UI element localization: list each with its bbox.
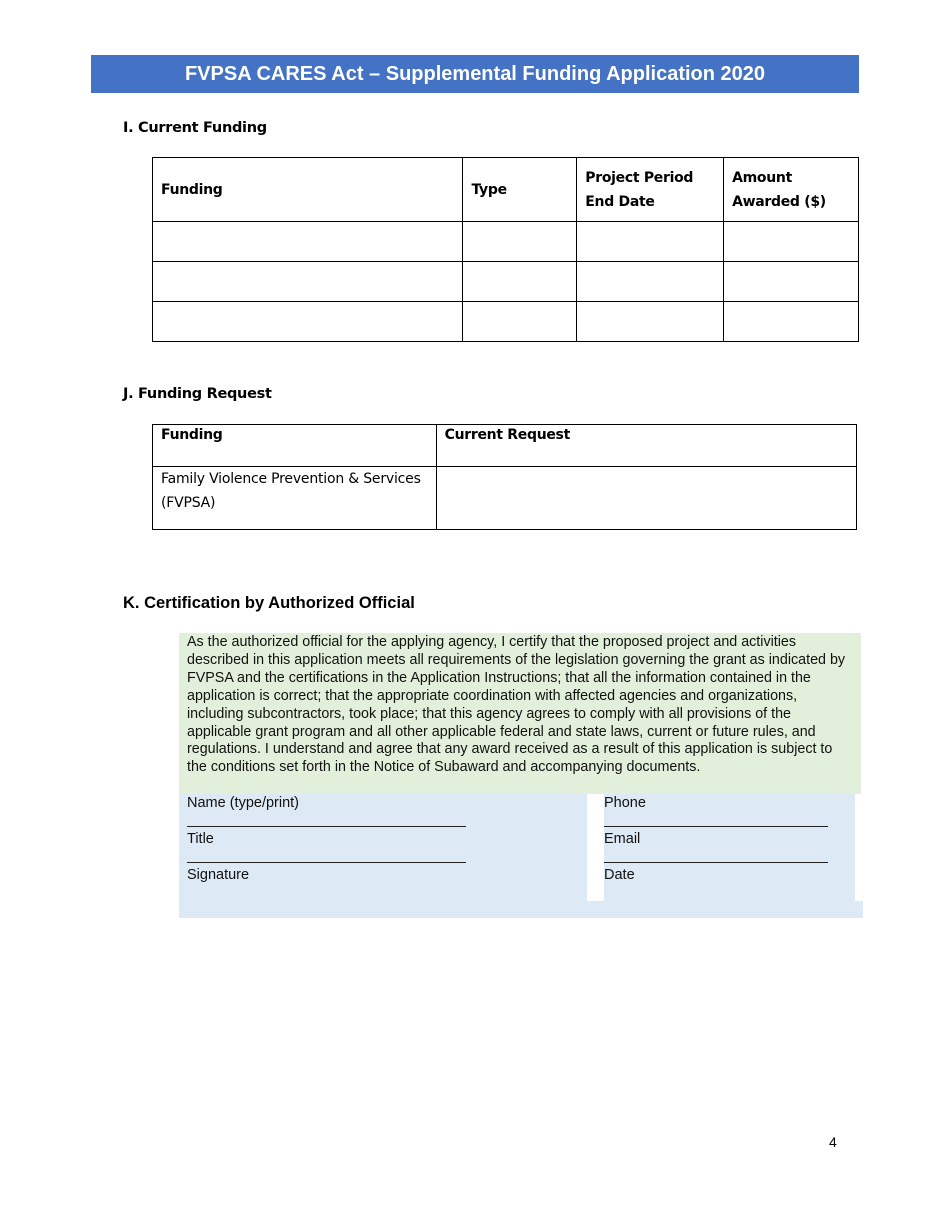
table-row bbox=[153, 467, 857, 530]
table-header-row bbox=[153, 425, 857, 467]
name-input-line[interactable] bbox=[187, 826, 466, 827]
type-cell[interactable] bbox=[463, 302, 577, 342]
document-title-banner bbox=[91, 55, 859, 93]
phone-field-label: Phone bbox=[604, 795, 646, 811]
date-field-label: Date bbox=[604, 867, 635, 883]
table-row bbox=[153, 222, 859, 262]
type-cell[interactable] bbox=[463, 262, 577, 302]
current-funding-table bbox=[152, 157, 859, 342]
end-date-cell[interactable] bbox=[577, 302, 724, 342]
column-header-type: Type bbox=[463, 158, 577, 222]
column-header-funding: Funding bbox=[153, 425, 437, 467]
table-row bbox=[153, 262, 859, 302]
end-date-cell[interactable] bbox=[577, 222, 724, 262]
block-edge bbox=[855, 794, 863, 901]
amount-cell[interactable] bbox=[724, 222, 859, 262]
amount-cell[interactable] bbox=[724, 302, 859, 342]
column-header-end-date: Project Period End Date bbox=[577, 158, 724, 222]
end-date-cell[interactable] bbox=[577, 262, 724, 302]
funding-request-table bbox=[152, 424, 857, 530]
document-title: FVPSA CARES Act – Supplemental Funding Application 2020 bbox=[184, 62, 766, 85]
table-row bbox=[153, 302, 859, 342]
amount-cell[interactable] bbox=[724, 262, 859, 302]
certification-statement: As the authorized official for the applying agency, I certify that the proposed project and activities described in this application meets all requirements of the legislation governing the grant as indicated by FVPSA and the certifications in the Application Instructions; that all the information contained in the application is correct; that the appropriate coordination with affected agencies and organizations, including subcontractors, took place; that this agency agrees to comply with all provisions of the applicable grant program and all other applicable federal and state laws, current or future rules, and regulations. I understand and agree that any award received as a result of this application is subject to the conditions set forth in the Notice of Subaward and accompanying documents. bbox=[179, 633, 861, 794]
signature-field-label: Signature bbox=[187, 867, 250, 883]
email-input-line[interactable] bbox=[604, 862, 828, 863]
column-divider bbox=[587, 794, 604, 901]
funding-cell[interactable] bbox=[153, 302, 463, 342]
signature-block bbox=[179, 794, 863, 918]
name-field-label: Name (type/print) bbox=[187, 795, 300, 811]
funding-cell[interactable] bbox=[153, 262, 463, 302]
funding-cell[interactable] bbox=[153, 222, 463, 262]
title-field-label: Title bbox=[187, 831, 214, 847]
phone-input-line[interactable] bbox=[604, 826, 828, 827]
column-header-amount: Amount Awarded ($) bbox=[724, 158, 859, 222]
email-field-label: Email bbox=[604, 831, 641, 847]
title-input-line[interactable] bbox=[187, 862, 466, 863]
page-number: 4 bbox=[829, 1134, 837, 1150]
table-header-row bbox=[153, 158, 859, 222]
current-request-cell[interactable] bbox=[436, 467, 856, 530]
funding-source-cell: Family Violence Prevention & Services (FVPSA) bbox=[153, 467, 437, 530]
column-header-current-request: Current Request bbox=[436, 425, 856, 467]
section-k-heading: K. Certification by Authorized Official bbox=[123, 594, 415, 612]
section-j-heading: J. Funding Request bbox=[123, 386, 272, 402]
section-i-heading: I. Current Funding bbox=[123, 120, 267, 136]
column-header-funding: Funding bbox=[153, 158, 463, 222]
type-cell[interactable] bbox=[463, 222, 577, 262]
